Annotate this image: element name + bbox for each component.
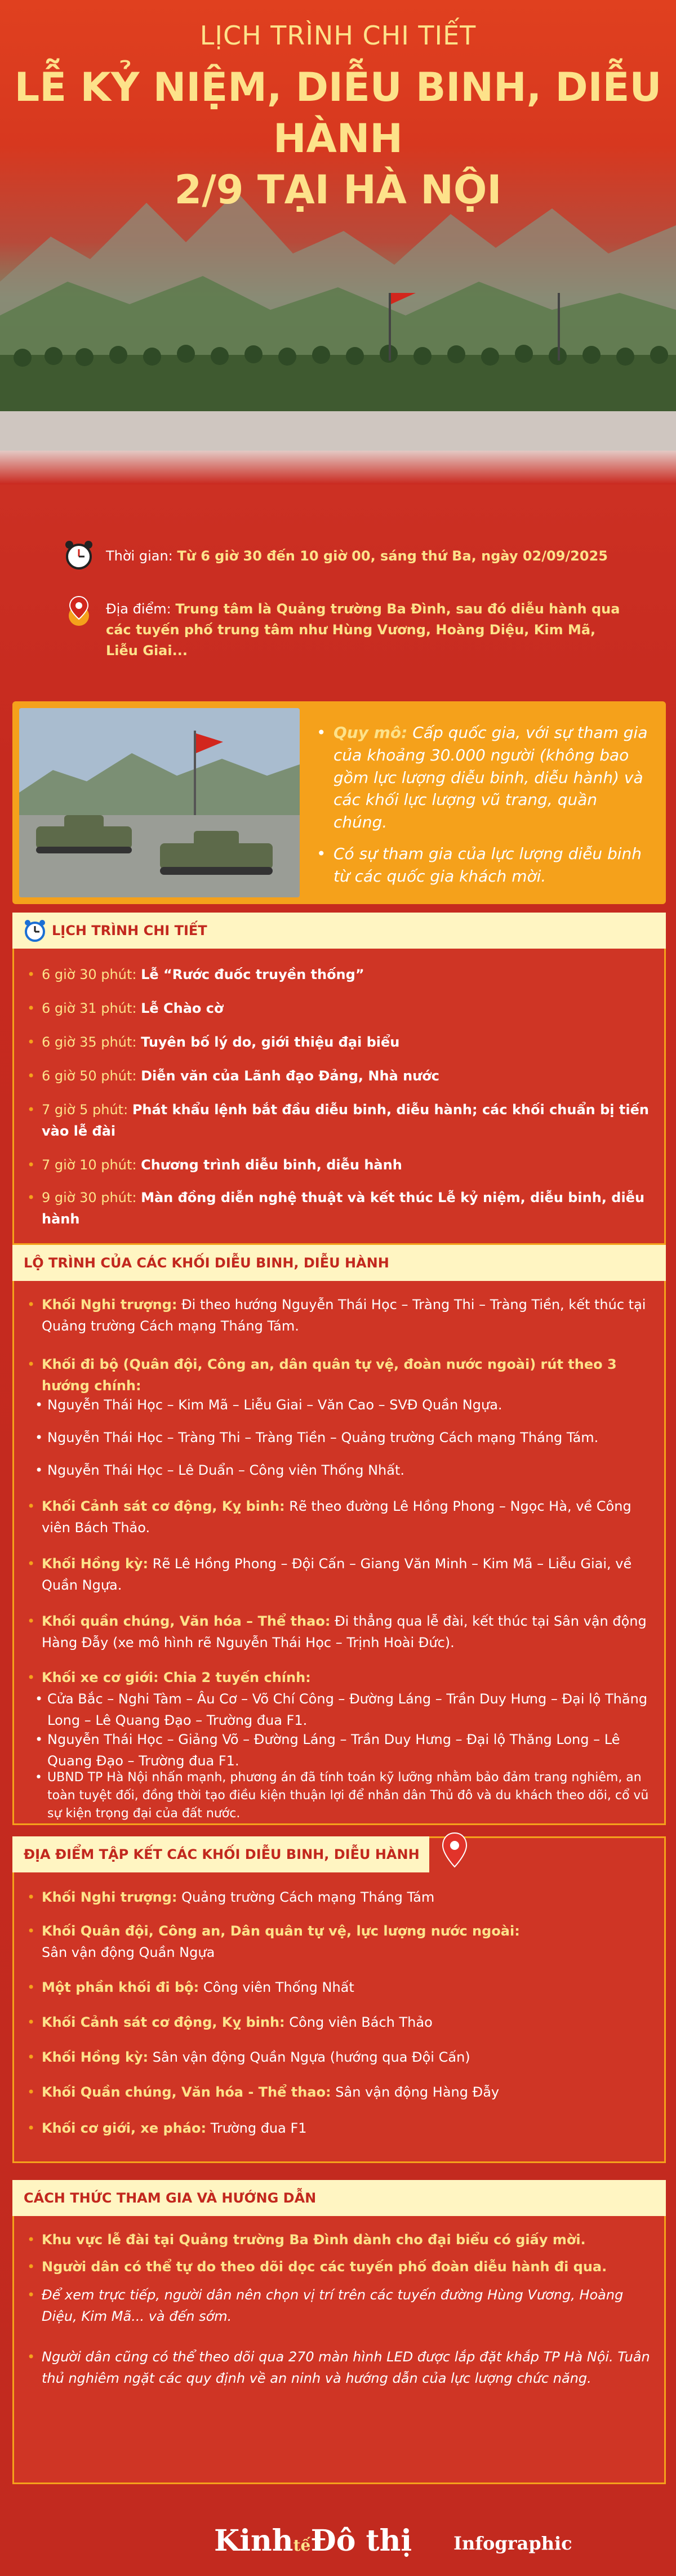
routes-heading: LỘ TRÌNH CỦA CÁC KHỐI DIỄU BINH, DIỄU HÀNH [12,1245,666,1281]
participate-item: • Người dân cũng có thể theo dõi qua 270 màn hình LED được lắp đặt khắp TP Hà Nội. Tuân thủ nghiêm ngặt các quy định về an ninh và hướng dẫn của lực lượng chức năng. [27,2347,652,2390]
title-top: LỊCH TRÌNH CHI TIẾT [199,20,477,51]
participate-item: • Để xem trực tiếp, người dân nên chọn vị trí trên các tuyến đường Hùng Vương, Hoàng Diệu, Kim Mã... và đến sớm. [27,2285,652,2328]
location-globe-icon [62,594,96,628]
route-item: • Khối xe cơ giới: Chia 2 tuyến chính: [27,1667,652,1689]
gather-box [12,1836,666,2163]
gather-heading-text: ĐỊA ĐIỂM TẬP KẾT CÁC KHỐI DIỄU BINH, DIỄU HÀNH [24,1847,420,1862]
route-note: • UBND TP Hà Nội nhấn mạnh, phương án đã tính toán kỹ lưỡng nhằm bảo đảm trang nghiêm, an toàn tuyệt đối, đồng thời tạo điều kiện thuận lợi để nhân dân Thủ đô và du khách theo dõi, cổ vũ sự kiện trọng đại của đất nước. [35,1769,649,1823]
routes-section [12,1245,666,1825]
gather-heading [12,1836,429,1872]
place-label: Địa điểm: [106,601,171,617]
schedule-heading [12,913,666,949]
participate-item: • Người dân có thể tự do theo dõi dọc các tuyến phố đoàn diễu hành đi qua. [27,2257,652,2278]
route-subitem: • Nguyễn Thái Học – Lê Duẩn – Công viên Thống Nhất. [35,1460,649,1481]
schedule-item: • 6 giờ 31 phút: Lễ Chào cờ [27,998,652,1020]
brand-logo: KinhtếĐô thị [214,2524,412,2558]
scale-item [317,722,655,834]
schedule-item: • 9 giờ 30 phút: Màn đồng diễn nghệ thuật và kết thúc Lễ kỷ niệm, diễu binh, diễu hành [27,1187,652,1230]
schedule-item: • 6 giờ 50 phút: Diễn văn của Lãnh đạo Đảng, Nhà nước [27,1066,652,1087]
gather-item: • Khối Nghi trượng: Quảng trường Cách mạng Tháng Tám [27,1887,652,1908]
schedule-item: • 6 giờ 35 phút: Tuyên bố lý do, giới thiệu đại biểu [27,1032,652,1053]
time-label: Thời gian: [106,548,173,564]
route-item: • Khối Cảnh sát cơ động, Kỵ binh: Rẽ theo đường Lê Hồng Phong – Ngọc Hà, về Công viên Bách Thảo. [27,1496,652,1539]
hero-banner [0,0,676,484]
route-subitem: • Nguyễn Thái Học – Tràng Thi – Tràng Tiền – Quảng trường Cách mạng Tháng Tám. [35,1427,649,1449]
gather-item: • Khối Quân đội, Công an, Dân quân tự vệ, lực lượng nước ngoài: Sân vận động Quần Ngựa [27,1921,652,1964]
armored-vehicles-image [19,708,300,897]
scale-text: Cấp quốc gia, với sự tham gia của khoảng 30.000 người (không bao gồm lực lượng diễu binh, diễu hành) và các khối lực lượng vũ trang, quần chúng. [333,723,648,831]
place-row [62,594,625,662]
route-subitem: • Nguyễn Thái Học – Kim Mã – Liễu Giai – Văn Cao – SVĐ Quần Ngựa. [35,1395,649,1416]
alarm-clock-icon [62,538,96,572]
route-item: • Khối đi bộ (Quân đội, Công an, dân quân tự vệ, đoàn nước ngoài) rút theo 3 hướng chính: [27,1354,652,1397]
gather-item: • Một phần khối đi bộ: Công viên Thống Nhất [27,1977,652,1999]
route-subitem: • Cửa Bắc – Nghi Tàm – Âu Cơ – Võ Chí Công – Đường Láng – Trần Duy Hưng – Đại lộ Thăng Long – Lê Quang Đạo – Trường đua F1. [35,1689,649,1732]
participate-item: • Khu vực lễ đài tại Quảng trường Ba Đình dành cho đại biểu có giấy mời. [27,2230,652,2251]
title-line-2: 2/9 TẠI HÀ NỘI [174,167,502,213]
schedule-section [12,913,666,1245]
footer [0,2501,676,2576]
gather-section [12,1836,666,2163]
schedule-item: • 6 giờ 30 phút: Lễ “Rước đuốc truyền thống” [27,964,652,986]
participate-section [12,2180,666,2484]
scale-label: Quy mô: [333,723,408,742]
scale-item [317,843,655,888]
scale-box [12,701,666,904]
route-subitem: • Nguyễn Thái Học – Giảng Võ – Đường Láng – Trần Duy Hưng – Đại lộ Thăng Long – Lê Quang Đạo – Trường đua F1. [35,1729,649,1772]
schedule-item: • 7 giờ 10 phút: Chương trình diễu binh, diễu hành [27,1155,652,1176]
infographic-label: Infographic [453,2533,572,2554]
gather-item: • Khối cơ giới, xe pháo: Trường đua F1 [27,2118,652,2139]
schedule-item: • 7 giờ 5 phút: Phát khẩu lệnh bắt đầu diễu binh, diễu hành; các khối chuẩn bị tiến vào lễ đài [27,1100,652,1142]
gather-item: • Khối Cảnh sát cơ động, Kỵ binh: Công viên Bách Thảo [27,2012,652,2034]
clock-icon [23,918,47,943]
route-item: • Khối Nghi trượng: Đi theo hướng Nguyễn Thái Học – Tràng Thi – Tràng Tiền, kết thúc tại Quảng trường Cách mạng Tháng Tám. [27,1294,652,1337]
page-title [0,62,676,216]
gather-item: • Khối Hồng kỳ: Sân vận động Quần Ngựa (hướng qua Đội Cấn) [27,2047,652,2068]
place-value: Trung tâm là Quảng trường Ba Đình, sau đó diễu hành qua các tuyến phố trung tâm như Hùng Vương, Hoàng Diệu, Kim Mã, Liễu Giai... [106,601,620,659]
soldiers-parade-image [0,293,676,451]
schedule-heading-text: LỊCH TRÌNH CHI TIẾT [52,923,207,938]
gather-item: • Khối Quần chúng, Văn hóa - Thể thao: Sân vận động Hàng Đẫy [27,2082,652,2103]
scale-text-2: Có sự tham gia của lực lượng diễu binh từ các quốc gia khách mời. [333,844,642,886]
route-item: • Khối Hồng kỳ: Rẽ Lê Hồng Phong – Đội Cấn – Giang Văn Minh – Kim Mã – Liễu Giai, về Quần Ngựa. [27,1554,652,1596]
time-row [62,538,625,572]
participate-heading: CÁCH THỨC THAM GIA VÀ HƯỚNG DẪN [12,2180,666,2216]
map-pin-icon [441,1832,469,1871]
participate-box [12,2180,666,2484]
route-item: • Khối quần chúng, Văn hóa – Thể thao: Đi thẳng qua lễ đài, kết thúc tại Sân vận động Hàng Đẫy (xe mô hình rẽ Nguyễn Thái Học – Trịnh Hoài Đức). [27,1611,652,1654]
scale-list [317,722,655,896]
time-value: Từ 6 giờ 30 đến 10 giờ 00, sáng thứ Ba, ngày 02/09/2025 [177,548,608,564]
title-line-1: LỄ KỶ NIỆM, DIỄU BINH, DIỄU HÀNH [14,64,662,162]
